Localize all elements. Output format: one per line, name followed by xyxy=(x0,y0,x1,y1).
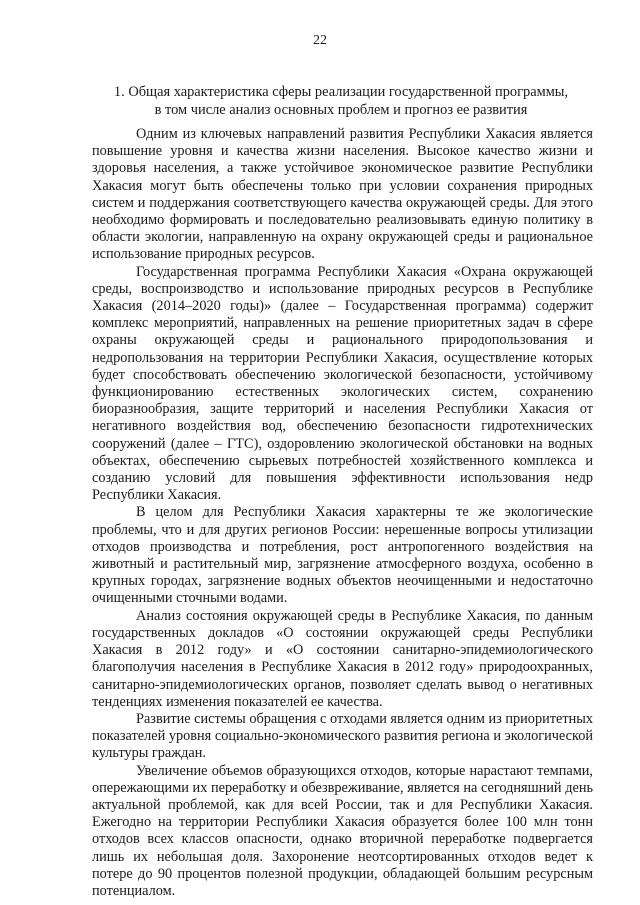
page-number: 22 xyxy=(313,33,327,48)
paragraph-2: Государственная программа Республики Хакасия «Охрана окружающей среды, воспроизводство и использование природных ресурсов в Республике Хакасия (2014–2020 годы)» (далее – Государственная программа) содержит комплекс мероприятий, направленных на решение приоритетных задач в сфере охраны окружающей среды и рационального природопользования и недропользования на территории Республики Хакасия, осуществление которых будет способствовать обеспечению экологической безопасности, устойчивому функционированию естественных экологических систем, сохранению биоразнообразия, защите территорий и населения Республики Хакасия от негативного воздействия вод, обеспечению безопасности гидротехнических сооружений (далее – ГТС), оздоровлению экологической обстановки на водных объектах, обеспечению сырьевых потребностей хозяйственного комплекса и созданию условий для повышения эффективности использования недр Республики Хакасия. xyxy=(92,263,593,504)
paragraph-6: Увеличение объемов образующихся отходов, которые нарастают темпами, опережающими их переработку и обезвреживание, является на сегодняшний день актуальной проблемой, как для всей России, так и для Республики Хакасия. Ежегодно на территории Республики Хакасия образуется более 100 млн тонн отходов всех классов опасности, однако вторичной переработке подвергается лишь их небольшая доля. Захоронение неотсортированных отходов ведет к потере до 90 процентов полезной продукции, обладающей большим ресурсным потенциалом. xyxy=(92,762,593,899)
paragraph-3: В целом для Республики Хакасия характерны те же экологические проблемы, что и для других регионов России: нерешенные вопросы утилизации отходов производства и потребления, рост антропогенного воздействия на животный и растительный мир, загрязнение атмосферного воздуха, особенно в крупных городах, загрязнение водных объектов неочищенными и недостаточно очищенными сточными водами. xyxy=(92,504,593,607)
paragraph-1: Одним из ключевых направлений развития Республики Хакасия является повышение уровня и качества жизни населения. Высокое качество жизни и здоровья населения, а также устойчивое экономическое развитие Республики Хакасия могут быть обеспечены только при условии сохранения природных систем и поддержания соответствующего качества окружающей среды. Для этого необходимо формировать и последовательно реализовывать единую политику в области экологии, направленную на охрану окружающей среды и рациональное использование природных ресурсов. xyxy=(92,126,593,263)
section-heading xyxy=(92,84,590,119)
section-heading-line-1: 1. Общая характеристика сферы реализации государственной программы, xyxy=(113,84,569,100)
paragraph-5: Развитие системы обращения с отходами является одним из приоритетных показателей уровня социально-экономического развития региона и экологической культуры граждан. xyxy=(92,710,593,762)
section-heading-line-2: в том числе анализ основных проблем и прогноз ее развития xyxy=(154,101,528,118)
paragraph-4: Анализ состояния окружающей среды в Республике Хакасия, по данным государственных докладов «О состоянии окружающей среды Республики Хакасия в 2012 году» и «О состоянии санитарно-эпидемиологического благополучия населения в Республике Хакасия в 2012 году» природоохранных, санитарно-эпидемиологических органов, позволяет сделать вывод о негативных тенденциях изменения показателей ее качества. xyxy=(92,607,593,710)
body-text xyxy=(92,126,593,900)
